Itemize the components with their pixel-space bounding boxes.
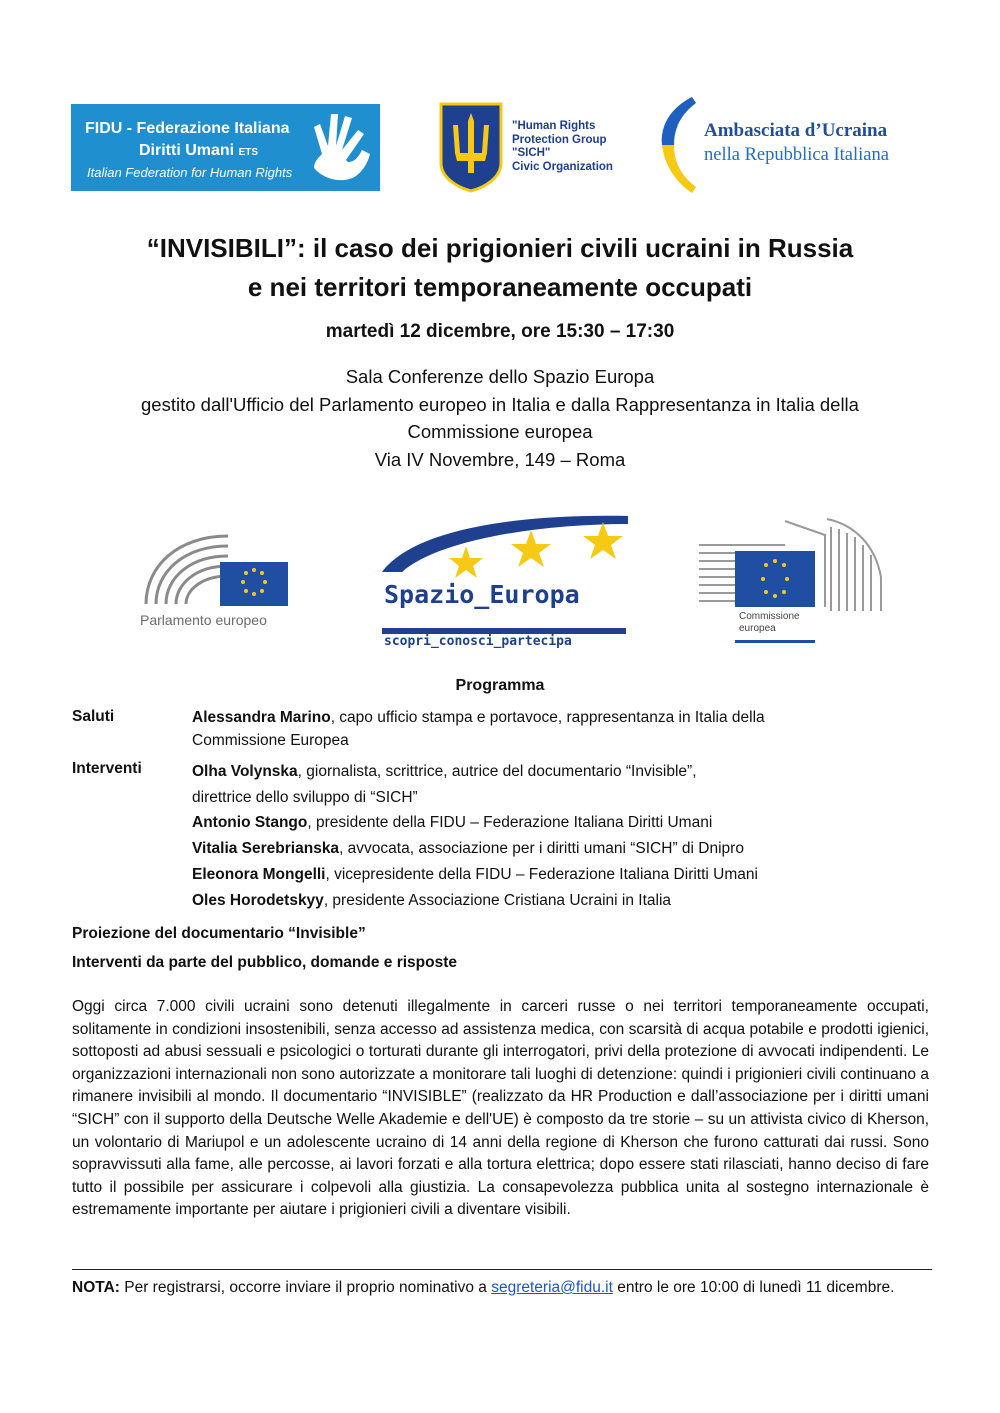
speaker-role: , capo ufficio stampa e portavoce, rappresentanza in Italia della bbox=[330, 709, 765, 726]
event-datetime: martedì 12 dicembre, ore 15:30 – 17:30 bbox=[325, 321, 675, 342]
commission-caption bbox=[739, 611, 800, 635]
speaker-name: Antonio Stango bbox=[192, 814, 308, 832]
speaker-role: , presidente Associazione Cristiana Ucraini in Italia bbox=[323, 891, 672, 909]
event-title-line2: e nei territori temporaneamente occupati bbox=[247, 272, 753, 302]
speaker-name: Eleonora Mongelli bbox=[192, 865, 326, 883]
spazio-europa-name: Spazio_Europa bbox=[384, 580, 580, 609]
fidu-logo-line2 bbox=[139, 142, 258, 160]
sich-line-1: "Human Rights bbox=[512, 120, 596, 132]
commission-caption-line2: europea bbox=[739, 623, 776, 634]
venue-line: Sala Conferenze dello Spazio Europa bbox=[345, 366, 655, 387]
speaker-entry bbox=[192, 759, 842, 785]
parliament-caption: Parlamento europeo bbox=[140, 612, 267, 628]
european-parliament-logo bbox=[138, 526, 298, 636]
trident-shield-icon bbox=[438, 101, 504, 193]
sich-line-3: "SICH" bbox=[512, 147, 551, 159]
saluti-entry bbox=[192, 706, 842, 752]
sich-logo-text bbox=[512, 120, 613, 174]
programme-heading: Programma bbox=[455, 677, 545, 694]
fidu-logo-ets: ETS bbox=[238, 147, 259, 158]
speaker-role: , presidente della FIDU – Federazione Italiana Diritti Umani bbox=[307, 814, 713, 832]
event-title-line1: “INVISIBILI”: il caso dei prigionieri civili ucraini in Russia bbox=[146, 233, 854, 263]
speaker-name: Alessandra Marino bbox=[192, 709, 331, 726]
speaker-entry bbox=[192, 862, 842, 888]
registration-note bbox=[72, 1276, 929, 1299]
speaker-entry bbox=[192, 888, 842, 914]
fidu-logo bbox=[71, 104, 380, 191]
description-paragraph: Oggi circa 7.000 civili ucraini sono detenuti illegalmente in carceri russe o nei territori temporaneamente occupati, solitamente in condizioni insostenibili, senza accesso ad assistenza medica, con scarsità di acqua potabile e prodotti igienici, sottoposti ad abusi sessuali e psicologici o torturati durante gli interrogatori, privi della protezione di avvocati indipendenti. Le organizzazioni internazionali non sono autorizzate a monitorare tali luoghi di detenzione: quindi i prigionieri civili continuano a rimanere invisibili al mondo. Il documentario “INVISIBLE” (realizzato da HR Production e dall’associazione per i diritti umani “SICH” con il supporto della Deutsche Welle Akademie e dell'UE) è composto da tre storie – su un attivista civico di Kherson, un volontario di Mariupol e un adolescente ucraino di 14 anni della regione di Kherson che furono catturati dai russi. Sono sopravvissuti alla fame, alle percosse, ai lavori forzati e alla tortura elettrica; dopo essere stati rilasciati, hanno deciso di fare tutto il possibile per assicurare i colpevoli alla giustizia. La consapevolezza pubblica unita al sostegno internazionale è estremamente importante per aiutare i prigionieri civili a diventare visibili. bbox=[72, 998, 929, 1219]
embassy-logo-line2: nella Repubblica Italiana bbox=[704, 145, 889, 165]
fidu-logo-line3: Italian Federation for Human Rights bbox=[87, 165, 293, 180]
speaker-role-cont: Commissione Europea bbox=[192, 732, 349, 749]
speaker-name: Oles Horodetskyy bbox=[192, 891, 324, 909]
speaker-entry bbox=[192, 836, 842, 862]
note-text-before: Per registrarsi, occorre inviare il proprio nominativo a bbox=[119, 1279, 492, 1296]
speaker-role-cont: direttrice dello sviluppo di “SICH” bbox=[192, 788, 418, 806]
divider bbox=[72, 1269, 932, 1270]
venue-line: Commissione europea bbox=[407, 421, 593, 442]
speaker-role: , vicepresidente della FIDU – Federazione Italiana Diritti Umani bbox=[325, 865, 758, 883]
note-text-after: entro le ore 10:00 di lunedì 11 dicembre. bbox=[612, 1279, 895, 1296]
spazio-europa-tagline: scopri_conosci_partecipa bbox=[384, 634, 572, 649]
interventi-list bbox=[192, 759, 842, 913]
registration-email-link[interactable]: segreteria@fidu.it bbox=[491, 1279, 613, 1296]
embassy-logo-line1: Ambasciata d’Ucraina bbox=[704, 120, 888, 141]
note-label: NOTA: bbox=[72, 1279, 120, 1296]
speaker-role: , giornalista, scrittrice, autrice del documentario “Invisible”, bbox=[297, 763, 697, 780]
venue-line: gestito dall'Ufficio del Parlamento europeo in Italia e dalla Rappresentanza in Italia della bbox=[141, 393, 859, 415]
ukraine-arc-icon bbox=[660, 95, 700, 195]
parliament-hemicycle-icon bbox=[138, 526, 298, 610]
speaker-name: Olha Volynska bbox=[192, 763, 298, 780]
sich-logo bbox=[438, 101, 628, 193]
sich-line-2: Protection Group bbox=[512, 133, 607, 146]
embassy-logo bbox=[660, 95, 940, 195]
sich-line-4: Civic Organization bbox=[512, 160, 613, 173]
venue-block bbox=[0, 363, 1000, 473]
speaker-entry bbox=[192, 810, 842, 836]
speaker-name: Vitalia Serebrianska bbox=[192, 840, 340, 858]
saluti-label: Saluti bbox=[72, 708, 115, 725]
hand-icon bbox=[306, 110, 376, 186]
speaker-role: , avvocata, associazione per i diritti umani “SICH” di Dnipro bbox=[339, 840, 744, 858]
venue-line: Via IV Novembre, 149 – Roma bbox=[374, 448, 626, 470]
commission-caption-line1: Commissione bbox=[739, 611, 800, 622]
qa-item: Interventi da parte del pubblico, domande e risposte bbox=[72, 954, 457, 971]
fidu-logo-line2-text: Diritti Umani bbox=[139, 142, 235, 159]
fidu-logo-line1: FIDU - Federazione Italiana bbox=[85, 120, 290, 137]
interventi-label: Interventi bbox=[72, 760, 142, 777]
projection-item: Proiezione del documentario “Invisible” bbox=[72, 925, 366, 942]
european-commission-logo bbox=[695, 515, 885, 647]
spazio-europa-logo bbox=[378, 510, 633, 655]
